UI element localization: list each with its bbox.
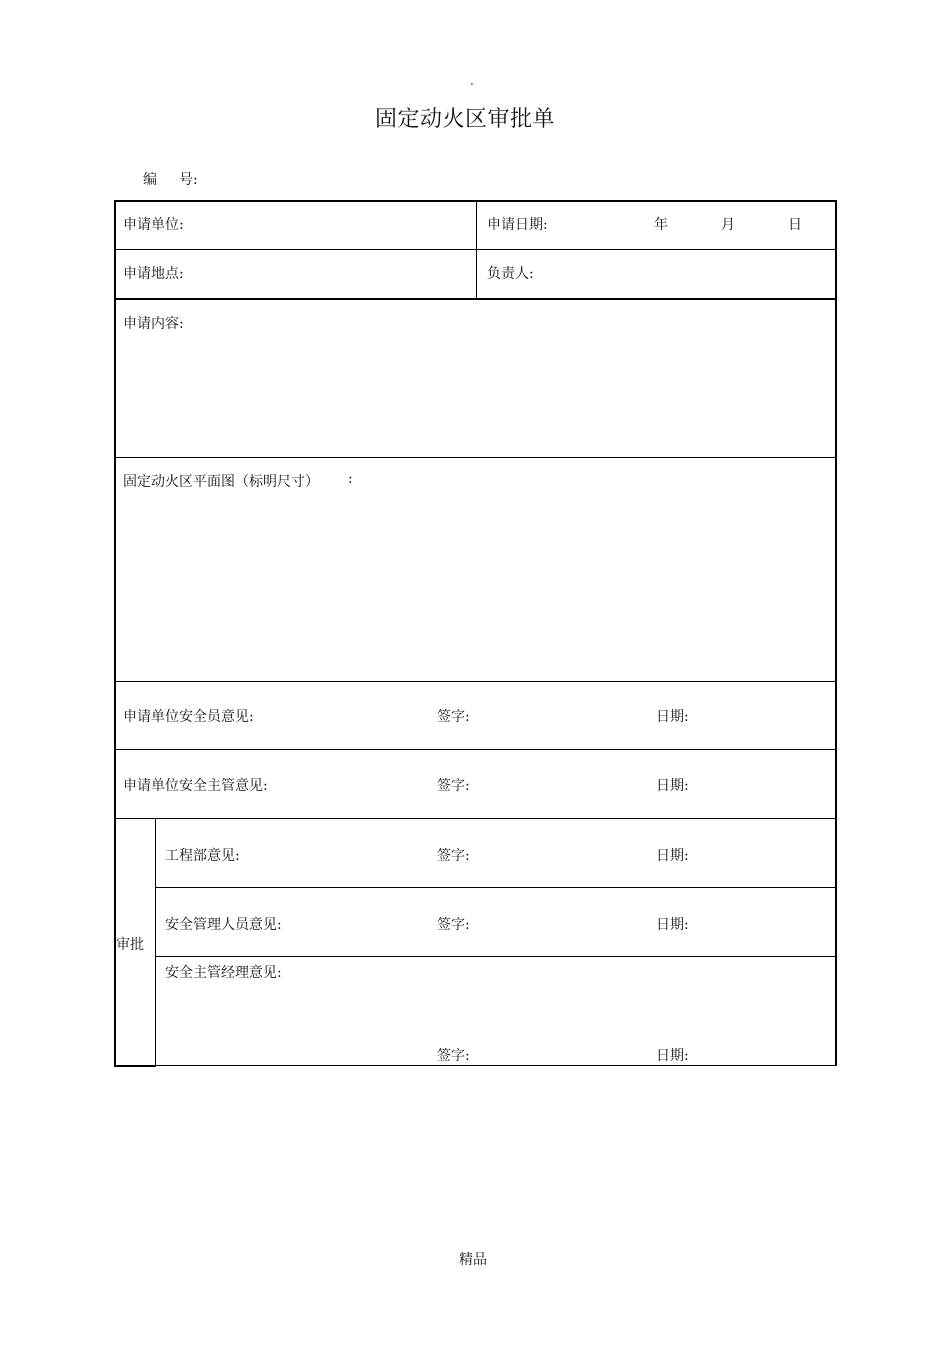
safety-supervisor-opinion-label: 申请单位安全主管意见: [123,778,268,794]
safety-manager-opinion-label: 安全管理人员意见: [165,917,282,933]
row-divider-4 [114,681,837,682]
row-divider-3 [114,457,837,458]
row-divider-6 [114,818,837,819]
col-divider-top [476,200,477,299]
signature-label: 签字: [437,778,470,794]
apply-date-label: 申请日期: [487,217,548,233]
row-divider-7 [155,887,837,888]
apply-content-label: 申请内容: [123,316,184,332]
signature-label: 签字: [437,848,470,864]
table-border-right [835,200,837,1066]
apply-location-label: 申请地点: [123,266,184,282]
serial-number-label [143,169,198,189]
date-label: 日期: [656,709,689,725]
table-border-bottom-left [114,1065,156,1067]
row-divider-8 [155,956,837,957]
page-title: 固定动火区审批单 [374,107,555,132]
applicant-unit-label: 申请单位: [123,217,184,233]
floor-plan-label: 固定动火区平面图（标明尺寸） [123,474,319,490]
row-divider-5 [114,749,837,750]
serial-label-part-a: 编 [143,172,157,188]
approval-label: 审批 [116,937,144,953]
year-label: 年 [654,217,668,233]
table-border-bottom [155,1065,837,1066]
col-divider-approval [155,818,156,1066]
floor-plan-colon: : [348,471,353,487]
signature-label: 签字: [437,709,470,725]
person-in-charge-label: 负责人: [487,266,534,282]
serial-label-part-b: 号: [179,172,198,188]
month-label: 月 [721,217,735,233]
date-label: 日期: [656,778,689,794]
safety-director-opinion-label: 安全主管经理意见: [165,965,282,981]
signature-label: 签字: [437,917,470,933]
day-label: 日 [788,217,802,233]
engineering-opinion-label: 工程部意见: [165,848,240,864]
header-dot: . [470,74,474,88]
footer-text: 精品 [459,1252,487,1268]
date-label: 日期: [656,848,689,864]
date-label: 日期: [656,1048,689,1064]
date-label: 日期: [656,917,689,933]
signature-label: 签字: [437,1048,470,1064]
safety-officer-opinion-label: 申请单位安全员意见: [123,709,254,725]
